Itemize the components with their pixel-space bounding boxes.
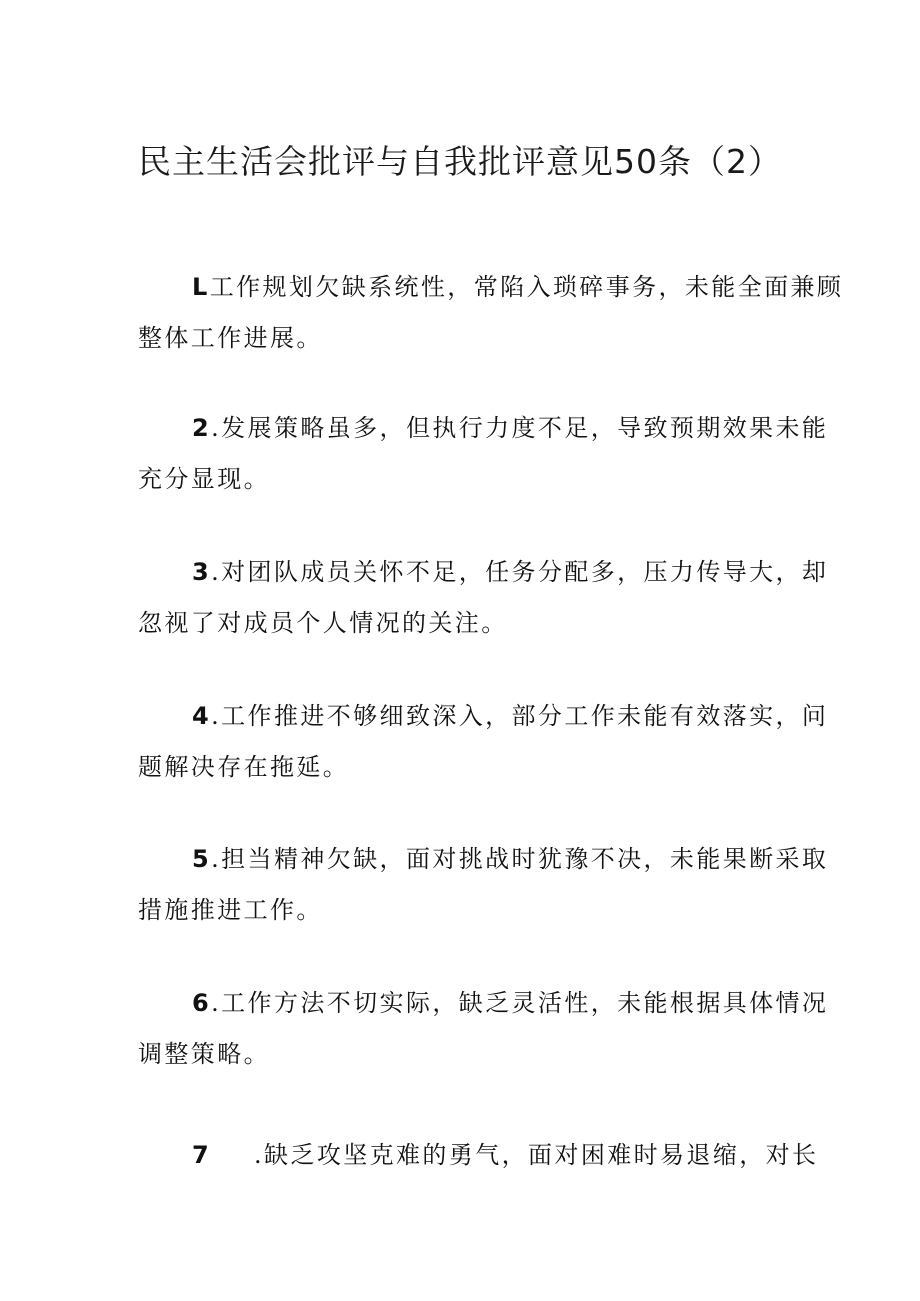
- item-first-line: [138, 691, 829, 742]
- item-text: .工作方法不切实际，缺乏灵活性，未能根据具体情况: [211, 989, 829, 1017]
- item-continuation-line: 充分显现。: [138, 465, 270, 493]
- item-first-line: [138, 978, 829, 1029]
- list-item: [138, 547, 829, 649]
- item-number: 6: [192, 989, 212, 1017]
- item-first-line: [138, 403, 829, 454]
- document-title: 民主生活会批评与自我批评意见50条（2）: [138, 142, 782, 181]
- item-text: .缺乏攻坚克难的勇气，面对困难时易退缩，对长: [254, 1141, 819, 1169]
- item-number: 3: [192, 558, 212, 586]
- item-first-line: [138, 262, 844, 313]
- item-number: 7: [192, 1141, 212, 1169]
- list-item: [138, 691, 829, 793]
- item-first-line: [138, 834, 829, 885]
- item-continuation-line: 整体工作进展。: [138, 324, 323, 352]
- item-text: 工作规划欠缺系统性，常陷入琐碎事务，未能全面兼顾: [209, 273, 844, 301]
- list-item: [138, 834, 829, 936]
- item-text: .担当精神欠缺，面对挑战时犹豫不决，未能果断采取: [211, 845, 829, 873]
- item-first-line: [138, 547, 829, 598]
- item-number: 2: [192, 414, 212, 442]
- item-number: 4: [192, 702, 212, 730]
- item-number: L: [192, 273, 210, 301]
- item-text: .发展策略虽多，但执行力度不足，导致预期效果未能: [211, 414, 829, 442]
- item-continuation-line: 调整策略。: [138, 1040, 270, 1068]
- list-item: [138, 262, 844, 364]
- item-text: .工作推进不够细致深入，部分工作未能有效落实，问: [211, 702, 829, 730]
- item-continuation-line: 措施推进工作。: [138, 896, 323, 924]
- item-first-line: [138, 1130, 819, 1181]
- list-item: [138, 403, 829, 505]
- item-text: .对团队成员关怀不足，任务分配多，压力传导大，却: [211, 558, 829, 586]
- item-number: 5: [192, 845, 212, 873]
- list-item: [138, 1130, 819, 1181]
- list-item: [138, 978, 829, 1080]
- item-continuation-line: 忽视了对成员个人情况的关注。: [138, 609, 508, 637]
- item-continuation-line: 题解决存在拖延。: [138, 753, 350, 781]
